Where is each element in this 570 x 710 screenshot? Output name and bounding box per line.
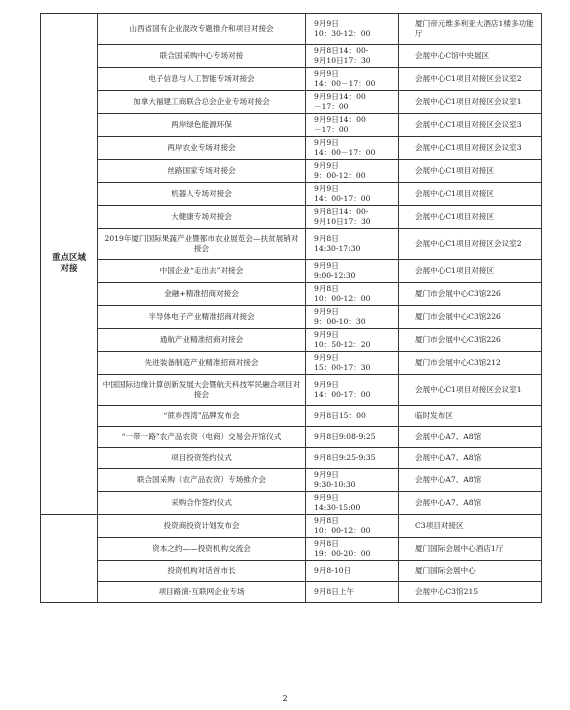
time-cell (306, 206, 399, 229)
time-line: 9月8日 (314, 234, 339, 243)
event-cell: 2019年厦门国际果蔬产业暨都市农业展览会—扶贫展销对接会 (98, 229, 306, 260)
venue-cell: 会展中心C1项目对接区会议室1 (399, 91, 542, 114)
venue-cell: 会展中心C1项目对接区 (399, 260, 542, 283)
event-cell: “蔗乡西湾”品牌发布会 (98, 406, 306, 427)
event-cell: 项目路演-互联网企业专场 (98, 582, 306, 603)
time-line: 10：50-12：20 (314, 340, 371, 349)
time-cell (306, 406, 399, 427)
event-cell: 大健康专场对接会 (98, 206, 306, 229)
event-cell: 丝路国家专场对接会 (98, 160, 306, 183)
time-line: 9月8日14：00- (314, 46, 369, 55)
time-line: 9：00-10：30 (314, 317, 366, 326)
table-row (41, 448, 542, 469)
time-line: 9月8日上午 (314, 587, 355, 596)
time-line: －17：00 (314, 102, 349, 111)
time-line: 14：00-17：00 (314, 194, 371, 203)
venue-cell: 会展中心C1项目对接区会议室2 (399, 68, 542, 91)
time-cell (306, 375, 399, 406)
time-line: 9月9日 (314, 138, 339, 147)
time-line: 9月9日 (314, 19, 339, 28)
time-line: 9月9日 (314, 69, 339, 78)
event-cell: 采购合作签约仪式 (98, 492, 306, 515)
event-cell: 先进装备制造产业精准招商对接会 (98, 352, 306, 375)
time-cell (306, 160, 399, 183)
time-cell (306, 538, 399, 561)
event-cell: “一带一路”农产品农资（电商）交易会开馆仪式 (98, 427, 306, 448)
time-cell (306, 283, 399, 306)
time-line: 9月8日9:08-9:25 (314, 432, 376, 441)
table-row (41, 538, 542, 561)
time-line: 14：00-17：00 (314, 390, 371, 399)
time-cell (306, 448, 399, 469)
time-cell (306, 515, 399, 538)
time-line: 9月9日 (314, 161, 339, 170)
venue-cell: C3项目对接区 (399, 515, 542, 538)
time-line: 9月9日 (314, 307, 339, 316)
table-row (41, 160, 542, 183)
time-line: 9：00-12：00 (314, 171, 366, 180)
table-row (41, 427, 542, 448)
venue-cell: 会展中心A7、A8馆 (399, 469, 542, 492)
table-row (41, 14, 542, 45)
venue-cell: 厦门市会展中心C3馆226 (399, 306, 542, 329)
venue-cell: 厦门帝元维多利亚大酒店1楼多功能厅 (399, 14, 542, 45)
time-cell (306, 427, 399, 448)
event-cell: 加拿大福建工商联合总会企业专场对接会 (98, 91, 306, 114)
table-row (41, 260, 542, 283)
venue-cell: 会展中心C1项目对接区 (399, 183, 542, 206)
event-cell: 山西省国有企业混改专题推介和项目对接会 (98, 14, 306, 45)
time-line: 10：00-12：00 (314, 526, 371, 535)
event-cell: 机器人专场对接会 (98, 183, 306, 206)
time-cell (306, 91, 399, 114)
time-line: 9:30-10:30 (314, 480, 356, 489)
schedule-table-body (41, 14, 542, 603)
time-line: 9月9日14：00 (314, 115, 366, 124)
time-line: 9月9日14：00 (314, 92, 366, 101)
time-line: 9月8日 (314, 284, 339, 293)
time-line: 9月9日 (314, 261, 339, 270)
venue-cell: 会展中心A7、A8馆 (399, 448, 542, 469)
schedule-table (40, 13, 542, 603)
time-line: 9月8日 (314, 539, 339, 548)
event-cell: 投资机构对话首市长 (98, 561, 306, 582)
time-line: 9月8日 (314, 516, 339, 525)
venue-cell: 厦门市会展中心C3馆226 (399, 283, 542, 306)
table-row (41, 375, 542, 406)
time-line: 9月9日 (314, 353, 339, 362)
event-cell: 资本之约——投资机构交流会 (98, 538, 306, 561)
table-row (41, 114, 542, 137)
venue-cell: 会展中心C馆中央展区 (399, 45, 542, 68)
time-line: 9月9日 (314, 470, 339, 479)
time-line: 19：00-20：00 (314, 549, 371, 558)
event-cell: 通航产业精准招商对接会 (98, 329, 306, 352)
table-row (41, 582, 542, 603)
event-cell: 联合国采购中心专场对接 (98, 45, 306, 68)
time-line: 15：00-17：30 (314, 363, 371, 372)
table-row (41, 137, 542, 160)
time-line: 9月9日 (314, 493, 339, 502)
category-cell (41, 14, 98, 515)
table-row (41, 283, 542, 306)
event-cell: 项目投资签约仪式 (98, 448, 306, 469)
event-cell: 电子信息与人工智能专场对接会 (98, 68, 306, 91)
category-cell-empty (41, 515, 98, 603)
venue-cell: 厦门国际会展中心 (399, 561, 542, 582)
venue-cell: 会展中心A7、A8馆 (399, 492, 542, 515)
time-line: 9:00-12:30 (314, 271, 356, 280)
time-cell (306, 561, 399, 582)
venue-cell: 会展中心C1项目对接区会议室1 (399, 375, 542, 406)
table-row (41, 406, 542, 427)
time-line: 9月8日14：00- (314, 207, 369, 216)
event-cell: 联合国采购（农产品农资）专场推介会 (98, 469, 306, 492)
time-line: 9月8-10日 (314, 566, 352, 575)
venue-cell: 会展中心C1项目对接区会议室3 (399, 114, 542, 137)
time-line: 9月8日9:25-9:35 (314, 453, 376, 462)
venue-cell: 会展中心C1项目对接区 (399, 160, 542, 183)
time-cell (306, 492, 399, 515)
time-line: 14:30-15:00 (314, 503, 361, 512)
venue-cell: 会展中心C1项目对接区会议室3 (399, 137, 542, 160)
time-line: 9月9日 (314, 380, 339, 389)
time-line: －17：00 (314, 125, 349, 134)
page-number: 2 (282, 694, 288, 703)
time-cell (306, 137, 399, 160)
venue-cell: 会展中心C1项目对接区会议室2 (399, 229, 542, 260)
time-cell (306, 114, 399, 137)
time-cell (306, 306, 399, 329)
time-line: 9月8日15：00 (314, 411, 366, 420)
table-row (41, 306, 542, 329)
table-row (41, 469, 542, 492)
table-row (41, 91, 542, 114)
venue-cell: 会展中心A7、A8馆 (399, 427, 542, 448)
event-cell: 两岸绿色能源环保 (98, 114, 306, 137)
table-row (41, 492, 542, 515)
venue-cell: 会展中心C1项目对接区 (399, 206, 542, 229)
time-cell (306, 260, 399, 283)
time-line: 9月9日 (314, 330, 339, 339)
time-cell (306, 352, 399, 375)
time-line: 14：00－17：00 (314, 148, 376, 157)
time-cell (306, 469, 399, 492)
time-cell (306, 14, 399, 45)
venue-cell: 厦门市会展中心C3馆212 (399, 352, 542, 375)
time-line: 10：30-12：00 (314, 29, 371, 38)
time-line: 14:30-17:30 (314, 244, 361, 253)
table-row (41, 183, 542, 206)
schedule-sheet (40, 13, 541, 603)
table-row (41, 45, 542, 68)
event-cell: 两岸农业专场对接会 (98, 137, 306, 160)
time-line: 9月10日17：30 (314, 217, 371, 226)
time-line: 10：00-12：00 (314, 294, 371, 303)
event-cell: 投资商投资计划发布会 (98, 515, 306, 538)
time-cell (306, 229, 399, 260)
venue-cell: 厦门国际会展中心酒店1厅 (399, 538, 542, 561)
venue-cell: 厦门市会展中心C3馆226 (399, 329, 542, 352)
table-row (41, 561, 542, 582)
time-cell (306, 45, 399, 68)
table-row (41, 329, 542, 352)
table-row (41, 352, 542, 375)
table-row (41, 206, 542, 229)
venue-cell: 临时发布区 (399, 406, 542, 427)
time-line: 9月9日 (314, 184, 339, 193)
time-line: 14：00－17：00 (314, 79, 376, 88)
time-cell (306, 582, 399, 603)
venue-cell: 会展中心C3馆215 (399, 582, 542, 603)
time-cell (306, 68, 399, 91)
time-line: 9月10日17：30 (314, 56, 371, 65)
category-label: 重点区域对接 (51, 253, 86, 274)
table-row (41, 68, 542, 91)
event-cell: 金融+精准招商对接会 (98, 283, 306, 306)
event-cell: 中国国际边缘计算创新发展大会暨航天科技军民融合项目对接会 (98, 375, 306, 406)
table-row (41, 515, 542, 538)
time-cell (306, 329, 399, 352)
event-cell: 中国企业“走出去”对接会 (98, 260, 306, 283)
event-cell: 半导体电子产业精准招商对接会 (98, 306, 306, 329)
time-cell (306, 183, 399, 206)
table-row (41, 229, 542, 260)
